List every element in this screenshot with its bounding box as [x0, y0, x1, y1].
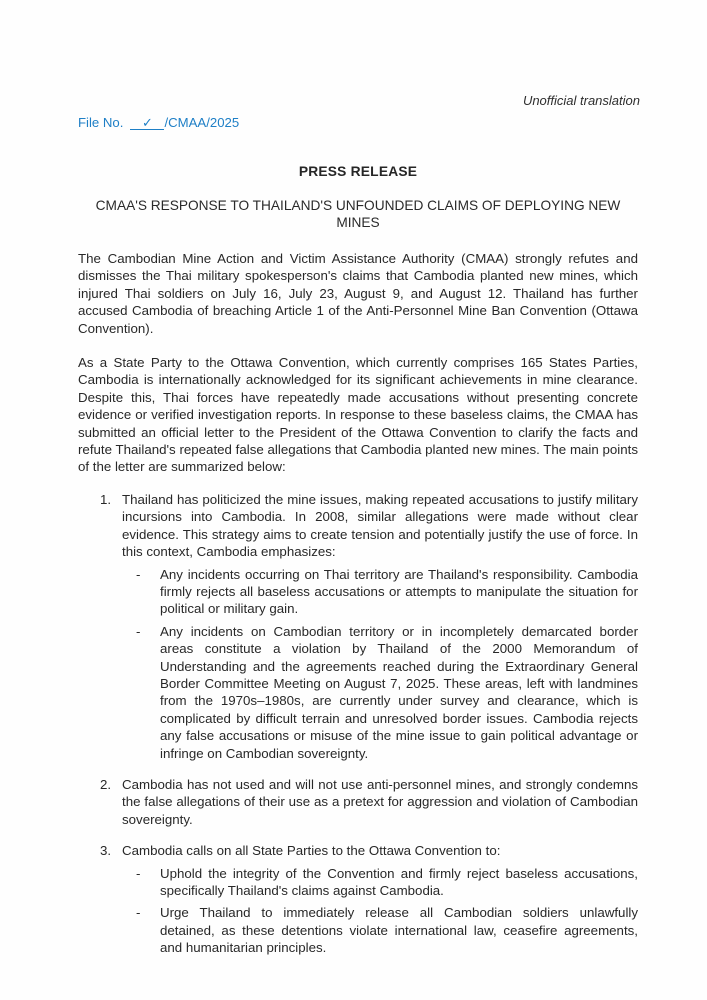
numbered-list	[78, 491, 638, 957]
list-item-text: Cambodia has not used and will not use anti-personnel mines, and strongly condemns the false allegations of their use as a pretext for aggression and violation of Cambodian sovereignty.	[122, 776, 638, 827]
dash-marker: -	[136, 623, 141, 639]
unofficial-translation-note: Unofficial translation	[522, 93, 640, 108]
sub-item-text: Any incidents on Cambodian territory or in incompletely demarcated border areas constitute a violation by Thailand of the 2000 Memorandum of Understanding and the agreements reached during the Extraordinary General Border Committee Meeting on August 7, 2025. These areas, left with landmines from the 1970s–1980s, are currently under survey and clearance, which is complicated by difficult terrain and unresolved border issues. Cambodia rejects any false accusations or misuse of the mine issue to gain political advantage or infringe on Cambodian sovereignty.	[160, 623, 638, 761]
press-release-heading: PRESS RELEASE	[298, 164, 418, 179]
paragraph: As a State Party to the Ottawa Convention, which currently comprises 165 States Parties, Cambodia is internationally acknowledged for its significant achievements in mine clearance. Despite this, Thai forces have repeatedly made accusations without presenting concrete evidence or verified investigation reports. In response to these baseless claims, the CMAA has submitted an official letter to the President of the Ottawa Convention to clarify the facts and refute Thailand's repeated false allegations that Cambodia planted new mines. The main points of the letter are summarized below:	[78, 355, 638, 475]
list-sub-item	[136, 566, 638, 618]
list-sub-item	[136, 865, 638, 900]
paragraph: The Cambodian Mine Action and Victim Assistance Authority (CMAA) strongly refutes and dismisses the Thai military spokesperson's claims that Cambodia planted new mines, which injured Thai soldiers on July 16, July 23, August 9, and August 12. Thailand has further accused Cambodia of breaching Article 1 of the Anti-Personnel Mine Ban Convention (Ottawa Convention).	[78, 251, 638, 336]
list-item	[100, 842, 638, 859]
dash-marker: -	[136, 865, 141, 881]
document-body	[78, 250, 638, 957]
file-number-line	[78, 115, 707, 130]
list-item-text: Cambodia calls on all State Parties to the Ottawa Convention to:	[122, 843, 501, 859]
list-item-text: Thailand has politicized the mine issues, making repeated accusations to justify military incursions into Cambodia. In 2008, similar allegations were made without clear evidence. This strategy aims to create tension and potentially justify the use of force. In this context, Cambodia emphasizes:	[122, 491, 638, 560]
list-item-number: 3.	[100, 843, 112, 859]
file-no-label: File No.	[78, 115, 124, 130]
list-sub-item	[136, 623, 638, 762]
sub-item-text: Urge Thailand to immediately release all Cambodian soldiers unlawfully detained, as these detentions violate international law, ceasefire agreements, and humanitarian principles.	[160, 905, 638, 956]
sub-item-text: Uphold the integrity of the Convention and firmly reject baseless accusations, specifically Thailand's claims against Cambodia.	[160, 865, 638, 898]
checkmark-icon: ✓	[141, 115, 153, 130]
file-no-suffix: /CMAA/2025	[164, 115, 240, 130]
body-paragraphs	[78, 250, 638, 476]
sub-item-text: Any incidents occurring on Thai territory are Thailand's responsibility. Cambodia firmly rejects all baseless accusations or attempts to manipulate the situation for political or military gain.	[160, 566, 638, 617]
list-item	[100, 491, 638, 561]
dash-marker: -	[136, 566, 141, 582]
document-title: CMAA'S RESPONSE TO THAILAND'S UNFOUNDED CLAIMS OF DEPLOYING NEW MINES	[95, 198, 621, 230]
dash-marker: -	[136, 905, 141, 921]
file-no-blank-line	[130, 117, 164, 130]
list-item-number: 2.	[100, 776, 112, 792]
list-item	[100, 776, 638, 828]
list-item-number: 1.	[100, 491, 112, 507]
list-sub-item	[136, 904, 638, 956]
